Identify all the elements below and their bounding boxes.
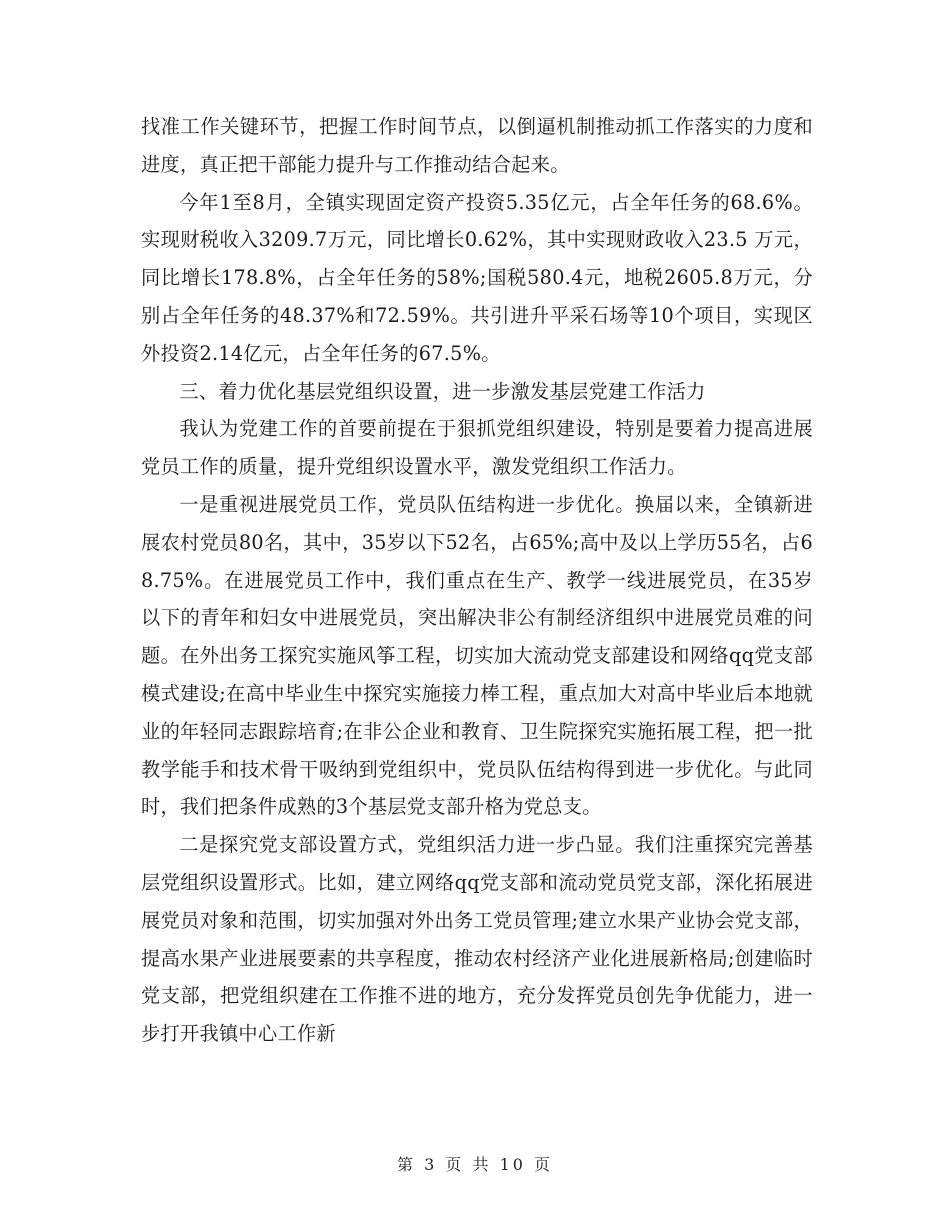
- section-heading: 三、着力优化基层党组织设置，进一步激发基层党建工作活力: [179, 379, 706, 403]
- footer-label-total-unit: 页: [534, 1155, 554, 1174]
- footer-current-page: 3: [424, 1155, 438, 1174]
- footer-total-pages: 10: [499, 1155, 526, 1174]
- paragraph-4: 一是重视进展党员工作，党员队伍结构进一步优化。换届以来，全镇新进展农村党员80名，其中，35岁以下52名，占65%;高中及以上学历55名，占68.75%。在进展党员工作中，我们重点在生产、教学一线进展党员，在35岁以下的青年和妇女中进展党员，突出解决非公有制经济组织中进展党员难的问题。在外出务工探究实施风筝工程，切实加大流动党支部建设和网络qq党支部模式建设;在高中毕业生中探究实施接力棒工程，重点加大对高中毕业后本地就业的年轻同志跟踪培育;在非公企业和教育、卫生院探究实施拓展工程，把一批教学能手和技术骨干吸纳到党组织中，党员队伍结构得到进一步优化。与此同时，我们把条件成熟的3个基层党支部升格为党总支。: [141, 492, 813, 819]
- page-footer: [0, 1152, 950, 1175]
- paragraph-5: 二是探究党支部设置方式，党组织活力进一步凸显。我们注重探究完善基层党组织设置形式。比如，建立网络qq党支部和流动党员党支部，深化拓展进展党员对象和范围，切实加强对外出务工党员管理;建立水果产业协会党支部，提高水果产业进展要素的共享程度，推动农村经济产业化进展新格局;创建临时党支部，把党组织建在工作推不进的地方，充分发挥党员创先争优能力，进一步打开我镇中心工作新: [141, 833, 813, 1046]
- footer-label-page-unit: 页: [445, 1155, 465, 1174]
- paragraph-3: 我认为党建工作的首要前提在于狠抓党组织建设，特别是要着力提高进展党员工作的质量，提升党组织设置水平，激发党组织工作活力。: [141, 417, 813, 479]
- footer-label-total: 共: [472, 1155, 492, 1174]
- paragraph-2: 今年1至8月，全镇实现固定资产投资5.35亿元，占全年任务的68.6%。实现财税收入3209.7万元，同比增长0.62%，其中实现财政收入23.5 万元，同比增长178.8%，占全年任务的58%;国税580.4元，地税2605.8万元，分别占全年任务的48.37%和72.59%。共引进升平采石场等10个项目，实现区外投资2.14亿元，占全年任务的67.5%。: [141, 190, 813, 365]
- footer-label-page: 第: [396, 1155, 416, 1174]
- paragraph-1: 找准工作关键环节，把握工作时间节点，以倒逼机制推动抓工作落实的力度和进度，真正把干部能力提升与工作推动结合起来。: [141, 115, 813, 176]
- document-body: [141, 108, 813, 1053]
